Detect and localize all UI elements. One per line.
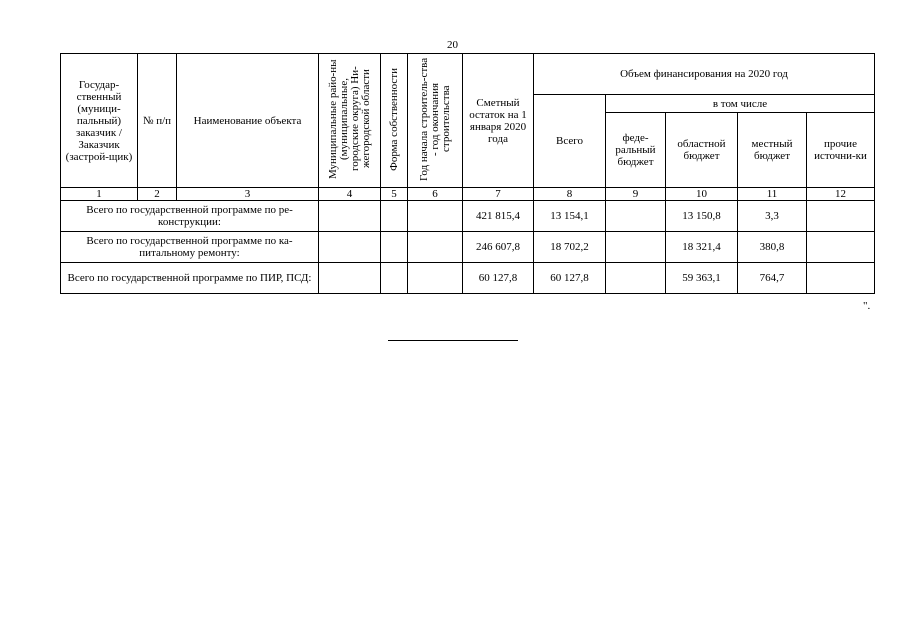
- header-municipal-districts-text: Муниципальные райо-ны (муниципальные, городские округа) Ни-жегородской области: [326, 59, 372, 179]
- header-local-budget: местный бюджет: [738, 113, 807, 188]
- table-row: [61, 263, 875, 294]
- header-construction-years-text: Год начала строитель-ства - год окончания строительства: [417, 57, 452, 181]
- column-number: 2: [138, 188, 177, 201]
- header-object-name: Наименование объекта: [177, 54, 319, 188]
- column-number: 8: [534, 188, 606, 201]
- column-number: 9: [606, 188, 666, 201]
- column-number: 5: [381, 188, 408, 201]
- header-row-number: № п/п: [138, 54, 177, 188]
- cell-total: 13 154,1: [534, 201, 606, 232]
- cell-districts: [319, 232, 381, 263]
- cell-regional: 18 321,4: [666, 232, 738, 263]
- column-number: 10: [666, 188, 738, 201]
- cell-local: 764,7: [738, 263, 807, 294]
- column-number: 6: [408, 188, 463, 201]
- header-estimated-balance: Сметный остаток на 1 января 2020 года: [463, 54, 534, 188]
- cell-years: [408, 201, 463, 232]
- header-including: в том числе: [606, 95, 875, 113]
- cell-other: [807, 263, 875, 294]
- cell-total: 60 127,8: [534, 263, 606, 294]
- header-regional-budget: областной бюджет: [666, 113, 738, 188]
- header-funding-2020: Объем финансирования на 2020 год: [534, 54, 875, 95]
- cell-ownership: [381, 201, 408, 232]
- column-number-row: [61, 188, 875, 201]
- cell-balance: 246 607,8: [463, 232, 534, 263]
- column-number: 4: [319, 188, 381, 201]
- table-row: [61, 201, 875, 232]
- page-number: 20: [447, 39, 458, 51]
- header-federal-budget: феде-ральный бюджет: [606, 113, 666, 188]
- column-number: 1: [61, 188, 138, 201]
- cell-federal: [606, 232, 666, 263]
- cell-balance: 421 815,4: [463, 201, 534, 232]
- header-construction-years: [408, 54, 463, 188]
- funding-table-main: [60, 53, 875, 294]
- cell-federal: [606, 263, 666, 294]
- column-number: 3: [177, 188, 319, 201]
- header-total: Всего: [534, 95, 606, 188]
- closing-quote-mark: ".: [863, 300, 871, 312]
- cell-districts: [319, 263, 381, 294]
- cell-ownership: [381, 232, 408, 263]
- header-customer: Государ-ственный (муници-пальный) заказчик / Заказчик (застрой-щик): [61, 54, 138, 188]
- cell-districts: [319, 201, 381, 232]
- row-label: Всего по государственной программе по ре-конструкции:: [61, 201, 319, 232]
- column-number: 7: [463, 188, 534, 201]
- header-other-sources: прочие источни-ки: [807, 113, 875, 188]
- row-label: Всего по государственной программе по ка-питальному ремонту:: [61, 232, 319, 263]
- cell-years: [408, 263, 463, 294]
- table-row: [61, 232, 875, 263]
- cell-other: [807, 201, 875, 232]
- row-label: Всего по государственной программе по ПИР, ПСД:: [61, 263, 319, 294]
- section-divider-line: [388, 340, 518, 341]
- cell-ownership: [381, 263, 408, 294]
- cell-regional: 13 150,8: [666, 201, 738, 232]
- cell-balance: 60 127,8: [463, 263, 534, 294]
- cell-other: [807, 232, 875, 263]
- header-ownership-form-text: Форма собственности: [387, 67, 400, 171]
- header-ownership-form: [381, 54, 408, 188]
- cell-regional: 59 363,1: [666, 263, 738, 294]
- column-number: 12: [807, 188, 875, 201]
- cell-local: 3,3: [738, 201, 807, 232]
- cell-federal: [606, 201, 666, 232]
- header-municipal-districts: [319, 54, 381, 188]
- cell-local: 380,8: [738, 232, 807, 263]
- column-number: 11: [738, 188, 807, 201]
- cell-years: [408, 232, 463, 263]
- cell-total: 18 702,2: [534, 232, 606, 263]
